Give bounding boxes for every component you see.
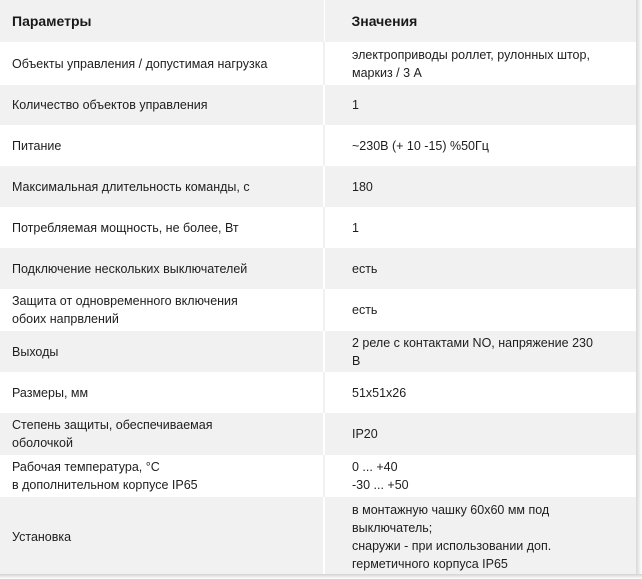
value-cell: 180: [324, 166, 636, 207]
table-row: [0, 289, 636, 331]
param-cell: Защита от одновременного включения обоих напрвлений: [0, 289, 324, 331]
table-row: [0, 331, 636, 372]
table-row: [0, 455, 636, 497]
table-row: [0, 42, 636, 85]
table-row: [0, 497, 636, 576]
value-cell: 2 реле с контактами NO, напряжение 230 В: [324, 331, 636, 372]
param-cell: Питание: [0, 125, 324, 166]
table-row: [0, 125, 636, 166]
value-cell: есть: [324, 289, 636, 331]
value-cell: 1: [324, 207, 636, 248]
param-cell: Подключение нескольких выключателей: [0, 248, 324, 289]
param-cell: Степень защиты, обеспечиваемая оболочкой: [0, 413, 324, 455]
table-row: [0, 207, 636, 248]
table-row: [0, 372, 636, 413]
param-cell: Количество объектов управления: [0, 85, 324, 125]
value-cell: есть: [324, 248, 636, 289]
table-shadow-bottom: [0, 574, 642, 579]
param-cell: Установка: [0, 497, 324, 576]
value-cell: IP20: [324, 413, 636, 455]
value-cell: 0 ... +40 -30 ... +50: [324, 455, 636, 497]
param-cell: Выходы: [0, 331, 324, 372]
table-row: [0, 166, 636, 207]
table-shadow-right: [636, 0, 642, 579]
header-values: Значения: [324, 0, 636, 42]
value-cell: электроприводы роллет, рулонных штор, маркиз / 3 А: [324, 42, 636, 85]
value-cell: ~230В (+ 10 -15) %50Гц: [324, 125, 636, 166]
table-row: [0, 248, 636, 289]
table-row: [0, 413, 636, 455]
value-cell: 1: [324, 85, 636, 125]
param-cell: Объекты управления / допустимая нагрузка: [0, 42, 324, 85]
value-cell: в монтажную чашку 60x60 мм под выключатель; снаружи - при использовании доп. герметичного корпуса IP65: [324, 497, 636, 576]
param-cell: Максимальная длительность команды, с: [0, 166, 324, 207]
header-parameters: Параметры: [0, 0, 324, 42]
table-header-row: [0, 0, 636, 42]
value-cell: 51x51x26: [324, 372, 636, 413]
param-cell: Рабочая температура, °С в дополнительном корпусе IP65: [0, 455, 324, 497]
param-cell: Потребляемая мощность, не более, Вт: [0, 207, 324, 248]
param-cell: Размеры, мм: [0, 372, 324, 413]
table-row: [0, 85, 636, 125]
